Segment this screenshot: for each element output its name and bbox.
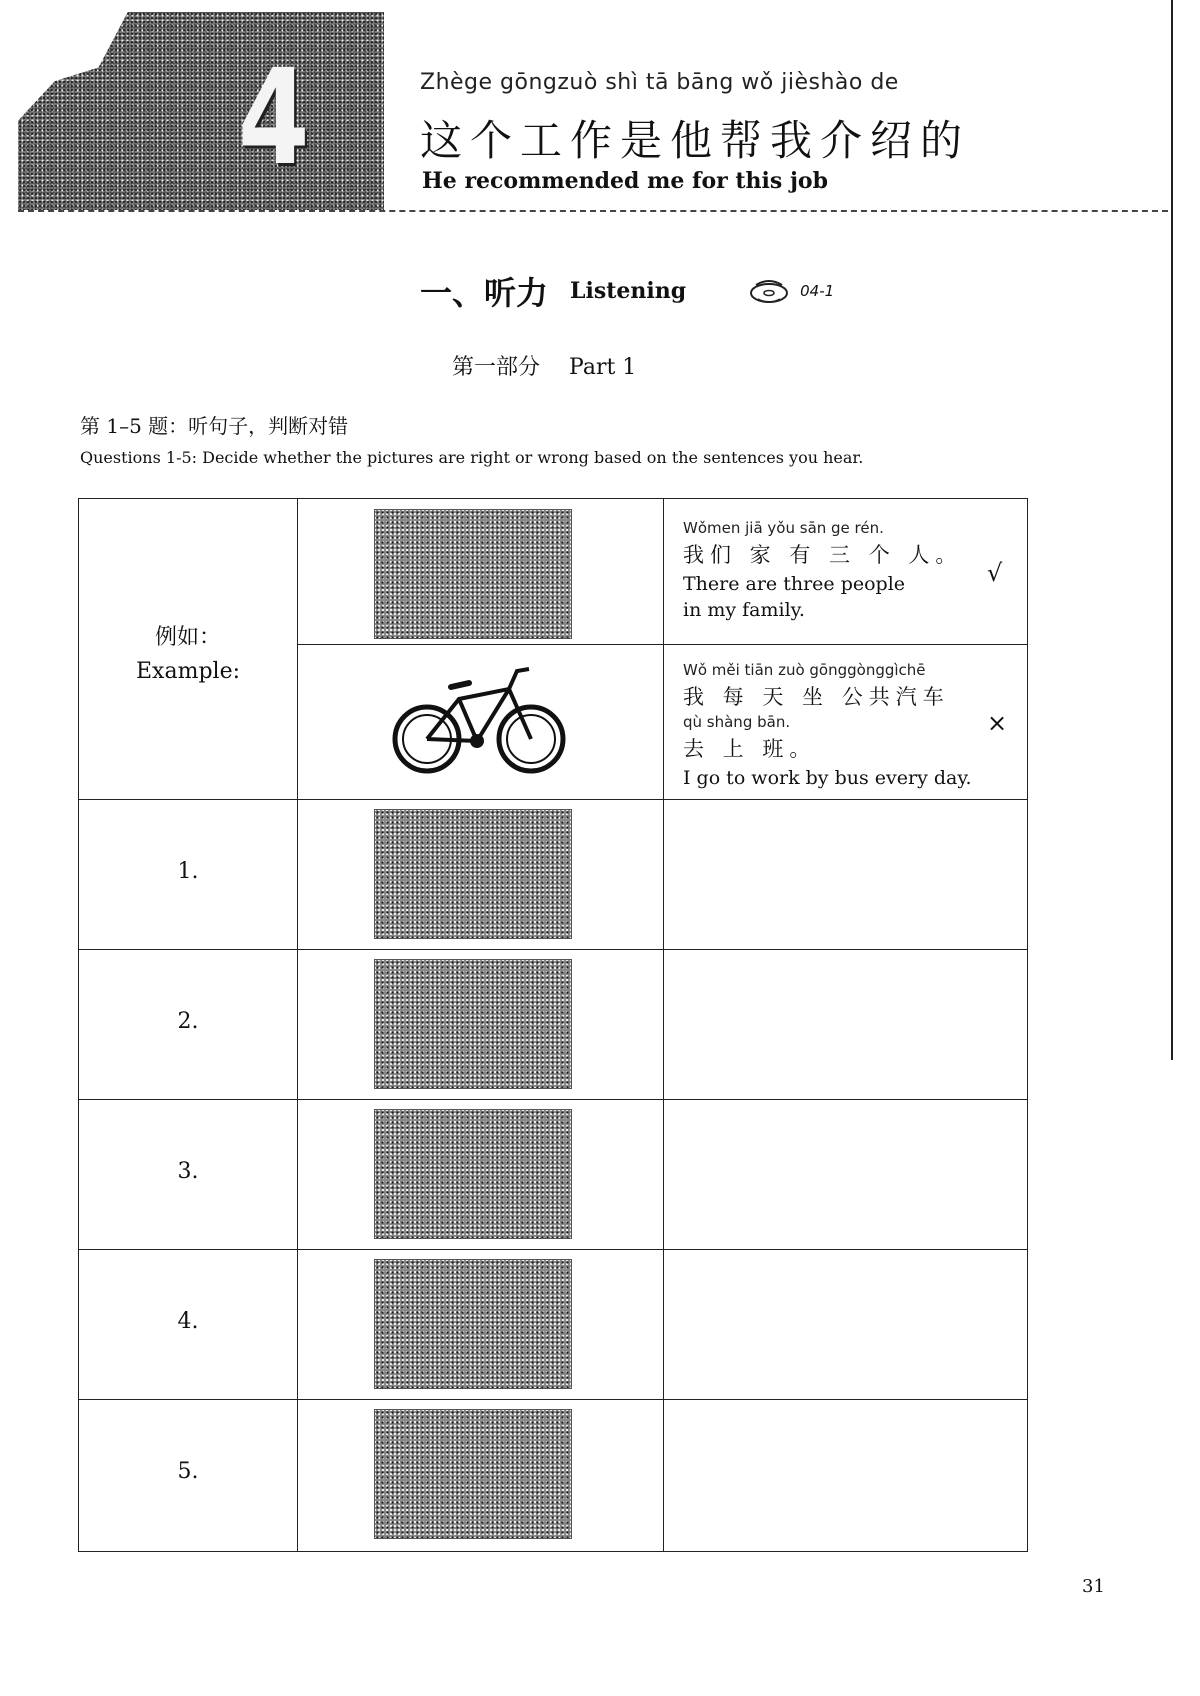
example-1-pinyin: Wǒmen jiā yǒu sān ge rén. <box>683 519 884 537</box>
bicycle-image <box>389 659 569 779</box>
lesson-title-english: He recommended me for this job <box>422 168 828 194</box>
section-heading <box>420 268 834 314</box>
table-row-divider <box>79 799 1027 800</box>
part-heading <box>452 350 636 381</box>
lesson-title: 这个工作是他帮我介绍的 <box>420 116 971 165</box>
table-row-divider <box>297 644 1027 645</box>
header-divider <box>18 210 1168 212</box>
question-1-photo <box>374 809 572 939</box>
question-number-5: 5. <box>177 1459 199 1484</box>
question-5-photo <box>374 1409 572 1539</box>
section-title-zh: 一、听力 <box>420 274 549 312</box>
table-row-divider <box>79 949 1027 950</box>
example-2-text <box>683 661 983 791</box>
checkmark-icon: √ <box>987 559 1003 587</box>
example-2-pinyin-line1: Wǒ měi tiān zuò gōnggònggìchē <box>683 661 926 679</box>
question-number-4: 4. <box>177 1309 199 1334</box>
lesson-number: 4 <box>237 41 310 195</box>
table-row-divider <box>79 1099 1027 1100</box>
cross-mark-icon: × <box>987 709 1008 737</box>
example-2-en: I go to work by bus every day. <box>683 767 972 789</box>
page-number: 31 <box>1082 1576 1105 1597</box>
question-number-1: 1. <box>177 859 199 884</box>
family-photo <box>374 509 572 639</box>
question-number-3: 3. <box>177 1159 199 1184</box>
question-3-photo <box>374 1109 572 1239</box>
example-label-zh: 例如： <box>154 625 221 650</box>
lesson-badge <box>18 12 384 210</box>
example-1-zh: 我们 家 有 三 个 人。 <box>683 543 963 567</box>
table-row-divider <box>79 1399 1027 1400</box>
instructions-en: Questions 1-5: Decide whether the pictures are right or wrong based on the sentences you hear. <box>80 448 864 467</box>
table-column-divider <box>663 499 664 1551</box>
instructions-zh: 第 1–5 题：听句子，判断对错 <box>80 414 349 438</box>
question-table <box>78 498 1028 1552</box>
page-edge-line <box>1171 0 1173 1060</box>
example-2-pinyin-line2: qù shàng bān. <box>683 713 791 731</box>
example-1-text <box>683 519 983 623</box>
part-title-en: Part 1 <box>569 355 637 380</box>
example-label-en: Example: <box>136 659 240 684</box>
example-label <box>79 621 297 689</box>
table-column-divider <box>297 499 298 1551</box>
example-2-zh-line1: 我 每 天 坐 公共汽车 <box>683 685 950 709</box>
example-2-zh-line2: 去 上 班。 <box>683 737 817 761</box>
question-4-photo <box>374 1259 572 1389</box>
part-title-zh: 第一部分 <box>452 355 541 380</box>
audio-track-label: 04-1 <box>800 282 835 300</box>
table-row-divider <box>79 1249 1027 1250</box>
example-1-en: There are three people in my family. <box>683 573 906 621</box>
question-2-photo <box>374 959 572 1089</box>
question-number-2: 2. <box>177 1009 199 1034</box>
audio-cd-icon[interactable] <box>748 277 790 305</box>
section-title-en: Listening <box>570 278 687 304</box>
title-pinyin: Zhège gōngzuò shì tā bāng wǒ jièshào de <box>420 70 899 95</box>
